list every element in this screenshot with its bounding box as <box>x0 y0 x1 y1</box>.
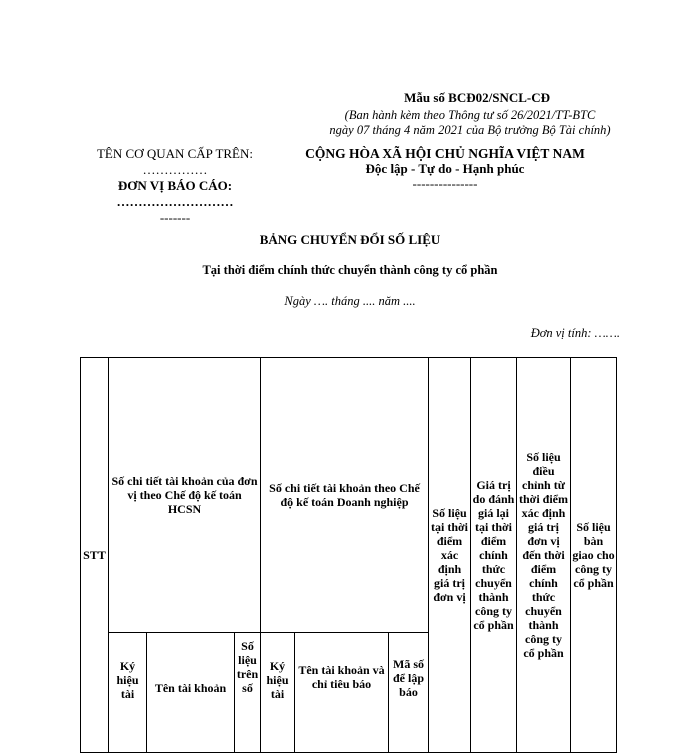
agency-divider: ------- <box>159 210 191 225</box>
agency-block <box>60 146 290 226</box>
header-handover: Số liệu bàn giao cho công ty cổ phần <box>571 358 617 753</box>
unit-of-measure: Đơn vị tính: ……. <box>530 326 620 340</box>
header-revaluation: Giá trị do đánh giá lại tại thời điểm chính thức chuyển thành công ty cổ phần <box>471 358 517 753</box>
header-adjustment: Số liệu điều chỉnh từ thời điểm xác định giá trị đơn vị đến thời điểm chính thức chuyển thành công ty cổ phần <box>517 358 571 753</box>
nation-name: CỘNG HÒA XÃ HỘI CHỦ NGHĨA VIỆT NAM <box>305 146 585 161</box>
form-issued-note <box>270 108 670 138</box>
superior-agency-label: TÊN CƠ QUAN CẤP TRÊN: <box>96 146 253 161</box>
superior-agency-dots: …………… <box>142 162 208 177</box>
nation-divider: --------------- <box>412 176 478 191</box>
document-date: Ngày …. tháng .... năm .... <box>284 294 416 308</box>
header-stt: STT <box>81 358 109 753</box>
subheader-dn-reportcode: Mã số để lập báo <box>389 633 429 753</box>
document-title: BẢNG CHUYỂN ĐỔI SỐ LIỆU <box>259 232 441 247</box>
reporting-unit-dots: ……………………… <box>116 194 234 209</box>
nation-block <box>290 146 600 191</box>
form-issued-line2: ngày 07 tháng 4 năm 2021 của Bộ trưởng Bộ Tài chính) <box>329 123 611 137</box>
subheader-dn-code: Ký hiệu tài <box>261 633 295 753</box>
subheader-dn-name: Tên tài khoản và chỉ tiêu báo <box>295 633 389 753</box>
nation-motto: Độc lập - Tự do - Hạnh phúc <box>365 161 525 176</box>
table-header-row <box>81 358 617 633</box>
subheader-hcsn-amount: Số liệu trên số <box>235 633 261 753</box>
document-subtitle: Tại thời điểm chính thức chuyển thành công ty cổ phần <box>202 263 498 277</box>
form-code: Mẫu số BCĐ02/SNCL-CĐ <box>404 90 550 105</box>
reporting-unit-label: ĐƠN VỊ BÁO CÁO: <box>117 178 233 193</box>
subheader-hcsn-name: Tên tài khoản <box>147 633 235 753</box>
header-valuation-data: Số liệu tại thời điểm xác định giá trị đơn vị <box>429 358 471 753</box>
header-group-dn: Số chi tiết tài khoản theo Chế độ kế toán Doanh nghiệp <box>261 358 429 633</box>
form-issued-line1: (Ban hành kèm theo Thông tư số 26/2021/TT-BTC <box>344 108 596 122</box>
header-group-hcsn: Số chi tiết tài khoản của đơn vị theo Chế độ kế toán HCSN <box>109 358 261 633</box>
conversion-table <box>80 357 617 753</box>
subheader-hcsn-code: Ký hiệu tài <box>109 633 147 753</box>
